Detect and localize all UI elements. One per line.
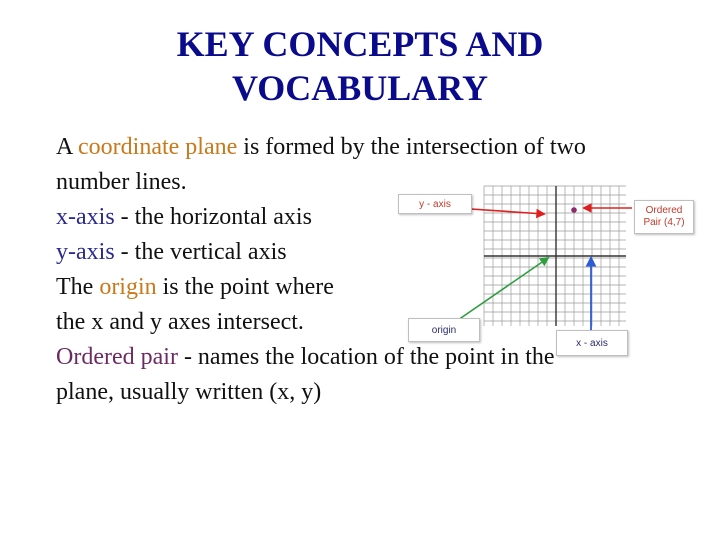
term-origin: origin: [99, 274, 157, 300]
term-ordered-pair: Ordered pair: [56, 344, 178, 370]
title-line-1: KEY CONCEPTS AND: [176, 24, 544, 64]
term-x-axis: x-axis: [56, 204, 115, 230]
ordered-pair-point: [571, 207, 577, 213]
ordered-pair-label-line-2: Pair (4,7): [643, 217, 685, 228]
ordered-pair-label: [634, 200, 694, 234]
definition-coordinate-plane: [56, 130, 696, 165]
text-origin-def: is the point where: [156, 274, 334, 300]
coordinate-plane-diagram: [398, 184, 698, 362]
grid-axes: [484, 186, 626, 326]
text-y-axis-def: - the vertical axis: [114, 239, 287, 265]
x-axis-label: x - axis: [556, 330, 628, 356]
y-axis-label: y - axis: [398, 194, 472, 214]
ordered-pair-label-line-1: Ordered: [645, 205, 683, 216]
text-a: A: [56, 134, 79, 160]
text-the: The: [56, 274, 100, 300]
definition-ordered-pair-cont: plane, usually written (x, y): [56, 379, 322, 405]
text-x-axis-def: - the horizontal axis: [114, 204, 312, 230]
term-y-axis: y-axis: [56, 239, 115, 265]
slide-title: [0, 22, 720, 110]
definition-origin-cont: the x and y axes intersect.: [56, 309, 304, 335]
title-line-2: VOCABULARY: [231, 68, 489, 108]
definition-coordinate-plane-cont: number lines.: [56, 169, 187, 195]
term-coordinate-plane: coordinate plane: [78, 134, 238, 160]
text-ordered-pair-def: - names the location of the point in the: [177, 344, 555, 370]
origin-label: origin: [408, 318, 480, 342]
text-plane-def: is formed by the intersection of two: [237, 134, 586, 160]
